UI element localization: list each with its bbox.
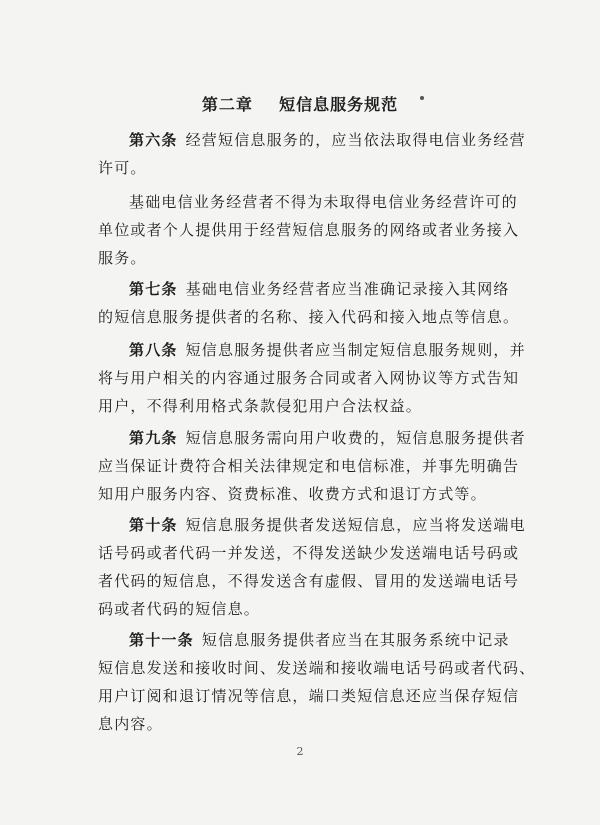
paragraph-line: 者代码的短信息，不得发送含有虚假、冒用的发送端电话号 [98,572,520,590]
article-9 [98,424,530,508]
paragraph-line: 的短信息服务提供者的名称、接入代码和接入地点等信息。 [98,308,520,326]
paragraph-line: 息内容。 [98,715,163,733]
article-label: 第十一条 [129,631,194,649]
paragraph-line: 用户，不得利用格式条款侵犯用户合法权益。 [98,397,423,415]
article-6 [98,126,530,182]
line-text: 短信息服务需向用户收费的，短信息服务提供者 [185,429,526,447]
paragraph-line: 单位或者个人提供用于经营短信息服务的网络或者业务接入 [98,221,520,239]
paragraph-line: 服务。 [98,249,147,267]
article-label: 第六条 [129,131,178,149]
line-text: 短信息服务提供者应当制定短信息服务规则，并 [185,341,526,359]
article-7 [98,275,530,331]
paragraph-line [98,626,530,654]
scan-speck [420,96,424,100]
article-label: 第七条 [129,280,178,298]
article-label: 第八条 [129,341,178,359]
paragraph-line: 基础电信业务经营者不得为未取得电信业务经营许可的 [129,193,518,211]
line-text: 基础电信业务经营者应当准确记录接入其网络 [185,280,510,298]
line-text: 短信息服务提供者发送短信息，应当将发送端电 [185,516,526,534]
line-text: 经营短信息服务的，应当依法取得电信业务经营 [185,131,526,149]
paragraph-line: 许可。 [98,159,147,177]
paragraph-line: 话号码或者代码一并发送，不得发送缺少发送端电话号码或 [98,544,520,562]
page-number: 2 [296,745,304,758]
paragraph-line [98,424,530,452]
article-11 [98,626,536,738]
paragraph-line: 应当保证计费符合相关法律规定和电信标准，并事先明确告 [98,457,520,475]
paragraph-line: 码或者代码的短信息。 [98,600,261,618]
paragraph-line [98,511,530,539]
paragraph-line [98,126,530,154]
article-6-paragraph-2 [98,188,530,272]
article-10 [98,511,530,623]
paragraph-line: 用户订阅和退订情况等信息，端口类短信息还应当保存短信 [98,687,520,705]
chapter-title: 第二章 短信息服务规范 [201,95,399,114]
article-8 [98,336,530,420]
paragraph-line: 短信息发送和接收时间、发送端和接收端电话号码或者代码、 [98,659,536,677]
paragraph-line [98,336,530,364]
article-label: 第十条 [129,516,178,534]
paragraph-line: 将与用户相关的内容通过服务合同或者入网协议等方式告知 [98,369,520,387]
paragraph-line: 知用户服务内容、资费标准、收费方式和退订方式等。 [98,485,487,503]
line-text: 短信息服务提供者应当在其服务系统中记录 [201,631,510,649]
article-label: 第九条 [129,429,178,447]
paragraph-line [98,275,530,303]
